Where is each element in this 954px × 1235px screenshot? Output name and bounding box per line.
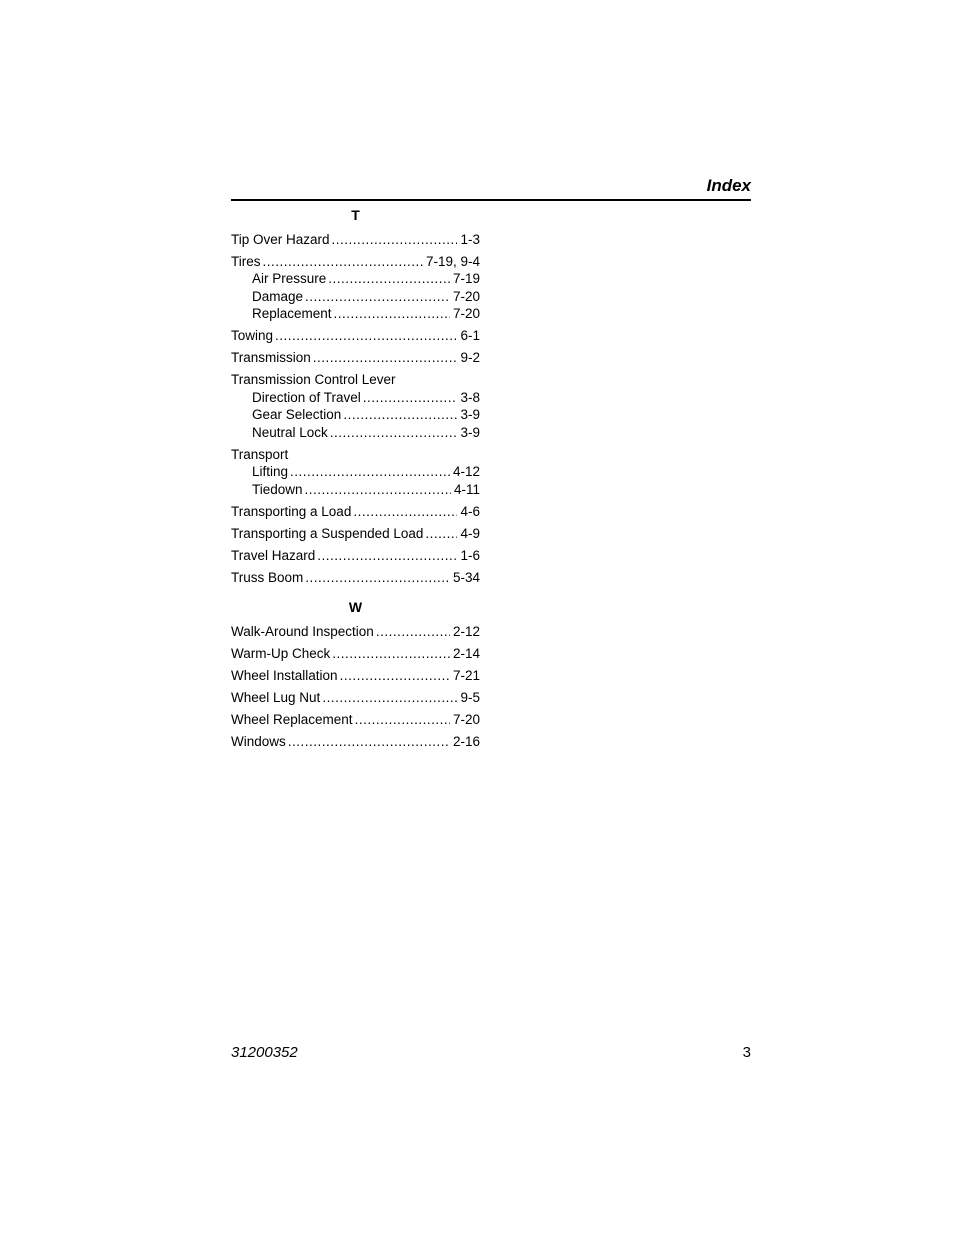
dot-leader: [328, 270, 450, 288]
index-term: Wheel Installation: [231, 667, 338, 683]
dot-leader: [290, 463, 450, 481]
index-term: Truss Boom: [231, 569, 304, 585]
dot-leader: [305, 569, 450, 587]
section-letter: T: [351, 207, 360, 223]
dot-leader: [322, 689, 457, 707]
index-page-ref: 5-34: [452, 569, 480, 585]
index-entry: [231, 569, 480, 587]
index-entry: [231, 371, 480, 441]
dot-leader: [340, 667, 450, 685]
index-term: Towing: [231, 328, 274, 343]
index-entry: [231, 623, 480, 641]
dot-leader: [317, 547, 457, 565]
dot-leader: [376, 623, 450, 641]
index-page-ref: 6-1: [460, 328, 480, 343]
index-entry: [231, 667, 480, 685]
dot-leader: [288, 733, 450, 751]
index-page-ref: 3-9: [460, 424, 480, 440]
index-column: [231, 204, 480, 750]
dot-leader: [334, 305, 450, 323]
index-page-ref: 4-11: [453, 481, 480, 497]
index-term: Tip Over Hazard: [231, 231, 330, 247]
index-term: Wheel Lug Nut: [231, 689, 321, 705]
index-subentry: [231, 424, 480, 442]
index-term: Direction of Travel: [252, 389, 361, 405]
index-entry-row: [231, 733, 480, 751]
dot-leader: [263, 253, 423, 271]
index-entry-row: [231, 711, 480, 729]
dot-leader: [355, 711, 450, 729]
index-page-ref: 4-12: [452, 464, 480, 479]
index-term: Travel Hazard: [231, 547, 316, 563]
index-page-ref: 7-20: [452, 306, 480, 321]
index-entry: [231, 349, 480, 367]
index-term: Replacement: [252, 306, 332, 321]
index-term: Damage: [252, 288, 304, 304]
index-page-ref: 1-3: [460, 231, 480, 247]
index-entry-row: [231, 547, 480, 565]
dot-leader: [332, 231, 458, 249]
index-entry-row: [231, 623, 480, 641]
index-term: Transporting a Suspended Load: [231, 525, 424, 541]
index-page-ref: 2-14: [452, 645, 480, 661]
index-page-ref: 7-19, 9-4: [425, 253, 480, 269]
index-entry-row: [231, 349, 480, 367]
index-page-ref: 7-20: [452, 711, 480, 727]
dot-leader: [363, 389, 458, 407]
index-subentry: [231, 406, 480, 424]
dot-leader: [305, 288, 450, 306]
index-subentry: [231, 389, 480, 407]
index-term: Wheel Replacement: [231, 711, 353, 727]
page-title: Index: [706, 176, 751, 195]
index-subentry: [231, 481, 480, 499]
dot-leader: [332, 645, 450, 663]
index-entry-row: [231, 503, 480, 521]
index-term: Tires: [231, 253, 261, 269]
index-entry-row: [231, 667, 480, 685]
doc-number: 31200352: [231, 1044, 298, 1061]
index-entry-row: [231, 327, 480, 345]
index-entry: [231, 733, 480, 751]
index-subentry: [231, 288, 480, 306]
index-page-ref: 4-9: [460, 525, 480, 541]
index-term: Transmission: [231, 350, 311, 365]
index-term: Walk-Around Inspection: [231, 623, 374, 639]
index-page-ref: 7-20: [452, 288, 480, 304]
index-entry: [231, 645, 480, 663]
dot-leader: [330, 424, 458, 442]
index-term: Windows: [231, 733, 286, 749]
index-entry: [231, 689, 480, 707]
index-term: Warm-Up Check: [231, 645, 331, 661]
index-subentry: [231, 270, 480, 288]
index-page-ref: 7-19: [452, 271, 480, 286]
index-entry-row: [231, 446, 480, 464]
index-entry-row: [231, 689, 480, 707]
header-rule: [231, 199, 751, 201]
index-term: Transmission Control Lever: [231, 372, 396, 387]
page-number: 3: [742, 1044, 751, 1061]
index-page-ref: 9-2: [460, 350, 480, 365]
index-entry-row: [231, 371, 480, 389]
index-subentry: [231, 463, 480, 481]
dot-leader: [425, 525, 457, 543]
index-entry: [231, 711, 480, 729]
index-page-ref: 2-12: [452, 623, 480, 639]
index-entry-row: [231, 569, 480, 587]
index-term: Transporting a Load: [231, 503, 352, 519]
index-entry: [231, 525, 480, 543]
index-page-ref: 9-5: [460, 689, 480, 705]
index-page-ref: 3-9: [460, 407, 480, 422]
index-term: Tiedown: [252, 481, 303, 497]
index-term: Air Pressure: [252, 271, 327, 286]
index-entry: [231, 446, 480, 499]
index-entry-row: [231, 253, 480, 271]
index-term: Lifting: [252, 464, 289, 479]
index-entry-row: [231, 525, 480, 543]
dot-leader: [353, 503, 457, 521]
dot-leader: [343, 406, 457, 424]
dot-leader: [313, 349, 458, 367]
index-page-ref: 7-21: [452, 667, 480, 683]
index-subentry: [231, 305, 480, 323]
index-entry: [231, 231, 480, 249]
index-entry: [231, 547, 480, 565]
dot-leader: [275, 327, 457, 345]
index-term: Transport: [231, 446, 289, 462]
section-letter: W: [348, 599, 363, 615]
index-page-ref: 4-6: [460, 503, 480, 519]
index-term: Gear Selection: [252, 407, 342, 422]
index-page-ref: 2-16: [452, 733, 480, 749]
index-page-ref: 1-6: [460, 547, 480, 563]
index-entry: [231, 327, 480, 345]
index-entry: [231, 503, 480, 521]
index-page-ref: 3-8: [460, 389, 480, 405]
index-entry-row: [231, 645, 480, 663]
index-entry-row: [231, 231, 480, 249]
index-term: Neutral Lock: [252, 424, 328, 440]
dot-leader: [305, 481, 451, 499]
index-entry: [231, 253, 480, 323]
